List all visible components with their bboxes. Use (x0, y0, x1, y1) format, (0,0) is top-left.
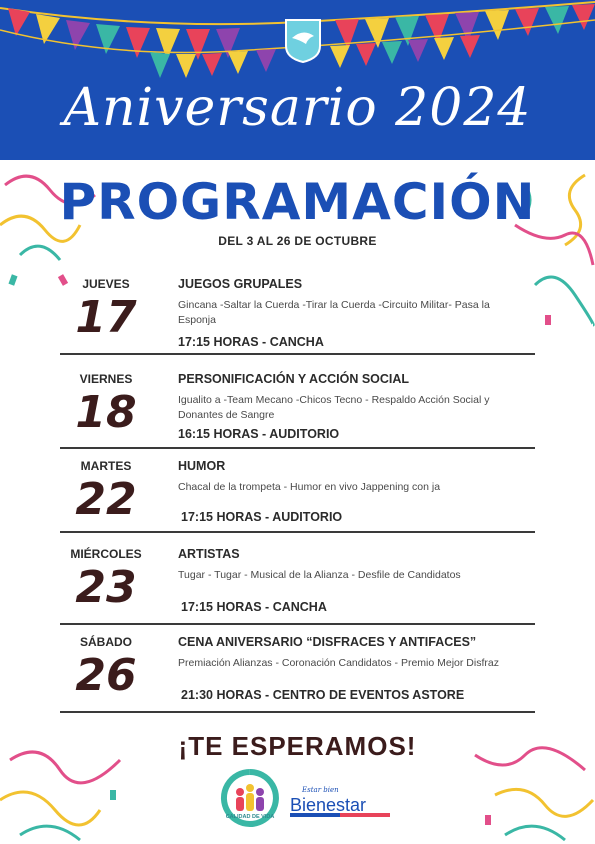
event-time-place: 17:15 HORAS - CANCHA (178, 335, 324, 349)
date-range: DEL 3 AL 26 DE OCTUBRE (218, 234, 377, 248)
closing-message: ¡TE ESPERAMOS! (178, 731, 417, 761)
event-row (60, 547, 535, 627)
event-date-number: 23 (75, 562, 137, 613)
event-activity: ARTISTAS (178, 547, 240, 561)
program-title: PROGRAMACIÓN (59, 173, 536, 231)
event-day: MARTES (80, 459, 132, 473)
dolphin-logo-icon (278, 12, 328, 64)
event-row (60, 277, 535, 357)
row-divider (60, 353, 535, 355)
event-activity: HUMOR (178, 459, 226, 473)
event-time-place: 21:30 HORAS - CENTRO DE EVENTOS ASTORE (181, 688, 465, 702)
event-date-number: 17 (75, 292, 137, 343)
event-row (60, 372, 535, 452)
row-divider (60, 623, 535, 625)
event-description: Gincana -Saltar la Cuerda -Tirar la Cuerda -Circuito Militar- Pasa la Esponja (178, 299, 490, 326)
event-date-number: 22 (75, 474, 137, 525)
calidad-de-vida-label: CALIDAD DE VIDA (225, 814, 275, 820)
event-activity: CENA ANIVERSARIO “DISFRACES Y ANTIFACES” (178, 635, 477, 649)
event-time-place: 16:15 HORAS - AUDITORIO (178, 427, 340, 441)
event-day: JUEVES (82, 277, 130, 291)
event-day: VIERNES (79, 372, 133, 386)
event-description: Tugar - Tugar - Musical de la Alianza - Desfile de Candidatos (178, 569, 461, 581)
event-row (60, 635, 535, 715)
event-activity: JUEGOS GRUPALES (178, 277, 303, 291)
bienestar-tagline: Estar bien (302, 786, 339, 794)
header-banner (0, 0, 595, 160)
event-activity: PERSONIFICACIÓN Y ACCIÓN SOCIAL (178, 372, 410, 386)
event-time-place: 17:15 HORAS - CANCHA (181, 600, 327, 614)
event-row (60, 459, 535, 539)
row-divider (60, 711, 535, 713)
row-divider (60, 531, 535, 533)
event-time-place: 17:15 HORAS - AUDITORIO (181, 510, 343, 524)
bienestar-logo-text: Bienestar (290, 795, 367, 815)
event-description: Premiación Alianzas - Coronación Candidatos - Premio Mejor Disfraz (178, 657, 499, 669)
event-date-number: 26 (75, 650, 137, 701)
event-day: SÁBADO (79, 635, 132, 649)
event-date-number: 18 (75, 387, 137, 438)
event-day: MIÉRCOLES (70, 547, 142, 561)
event-description: Igualito a -Team Mecano -Chicos Tecno - Respaldo Acción Social y Donantes de Sangre (178, 394, 490, 421)
event-description: Chacal de la trompeta - Humor en vivo Jappening con ja (178, 481, 441, 493)
row-divider (60, 447, 535, 449)
page-title: Aniversario 2024 (63, 78, 532, 138)
